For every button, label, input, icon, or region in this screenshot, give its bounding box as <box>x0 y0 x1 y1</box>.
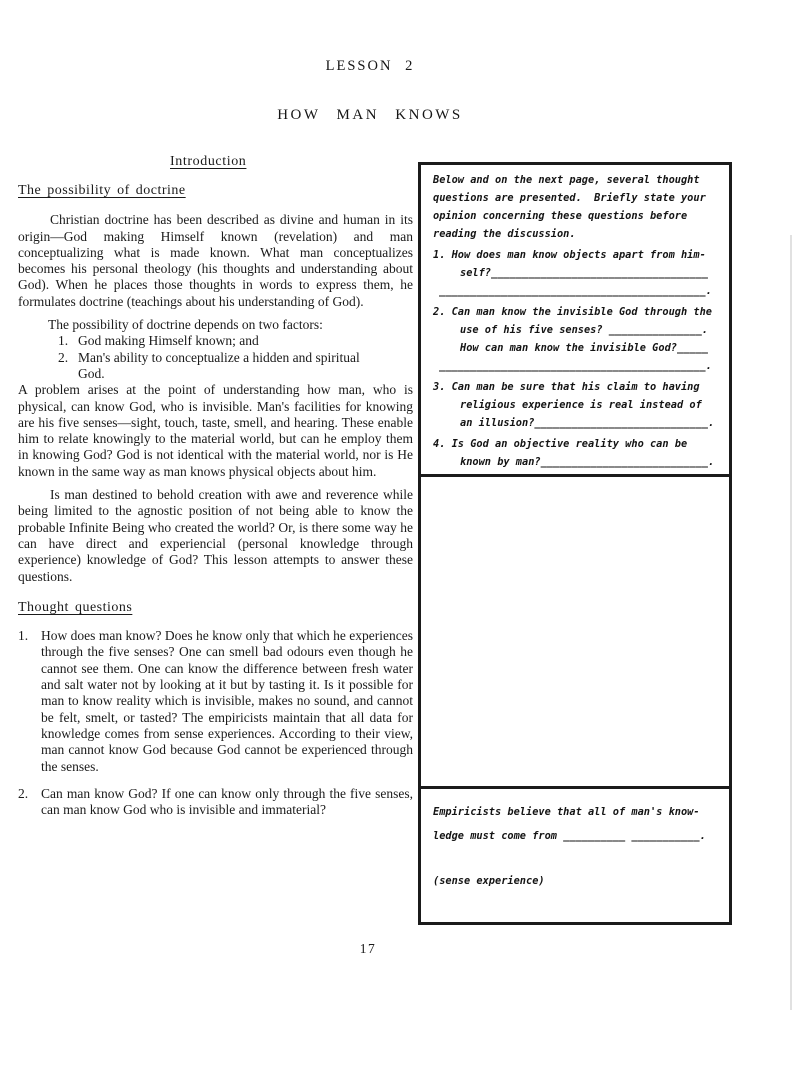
box-instructions: Below and on the next page, several thought questions are presented. Briefly state your opinion concerning these questions before reading the discussion. <box>433 174 706 240</box>
page-number: 17 <box>359 941 377 956</box>
factor-number: 1. <box>58 333 69 349</box>
thought-questions-box <box>418 162 732 477</box>
introduction-heading: Introduction <box>170 154 247 169</box>
right-column <box>418 162 732 925</box>
thought-question-number: 1. <box>18 628 29 644</box>
doctrine-section-heading: The possibility of doctrine <box>18 183 186 198</box>
left-text-column <box>18 183 413 818</box>
factor-number: 2. <box>58 349 69 365</box>
box-question-4: 4. Is God an objective reality who can be known by man?___________________________. <box>433 438 715 468</box>
thought-question-item <box>18 628 413 775</box>
thought-question-text: Can man know God? If one can know only through the five senses, can man know God who is invisible and immaterial? <box>41 785 413 818</box>
factors-list <box>58 333 413 382</box>
factors-intro: The possibility of doctrine depends on two factors: <box>48 317 323 333</box>
lesson-label: LESSON 2 <box>325 58 415 74</box>
paragraph-problem: A problem arises at the point of understanding how man, who is physical, can know God, who is invisible. Man's facilities for knowing are his five senses—sight, touch, taste, smell, and hearing. These enable him to relate knowingly to the material world, but can he employ them in knowing God? God is not identical with the material world, nor is He known in the same way as man knows physical objects about him. <box>18 382 413 479</box>
scan-edge-artifact <box>790 235 792 1010</box>
box-question-3: 3. Can man be sure that his claim to having religious experience is real instead of an illusion?____________________________. <box>433 381 715 429</box>
paragraph-destined: Is man destined to behold creation with awe and reverence while being limited to the agnostic position of not being able to know the probable Infinite Being who created the world? Or, is there some way he can have direct and experiencial (personal knowledge through experience) knowledge of God? This lesson attempts to answer these questions. <box>18 487 413 584</box>
thought-question-text: How does man know? Does he know only that which he experiences through the five senses? One can smell bad odours even though he cannot see them. One can know the difference between fresh water and salt water not by looking at it but by tasting it. Is it possible for man to know reality which is invisible, makes no sound, and cannot be felt, smelt, or tasted? The empiricists maintain that all data for knowledge comes from sense experiences. According to their view, man cannot know God because God cannot be experienced through the senses. <box>41 628 413 774</box>
thought-questions-heading: Thought questions <box>18 599 133 615</box>
thought-question-item <box>18 786 413 819</box>
empiricists-box <box>418 786 732 925</box>
page-title: HOW MAN KNOWS <box>277 107 463 123</box>
answer-hint: (sense experience) <box>433 875 545 887</box>
factor-item <box>58 333 413 349</box>
paragraph-doctrine: Christian doctrine has been described as divine and human in its origin—God making Himself known (revelation) and man conceptualizing what is made known. What man conceptualizes becomes his personal theology (his thoughts and understanding about God). When he places those thoughts in words to express them, he formulates doctrine (teachings about his understanding of God). <box>18 212 413 309</box>
box-question-2: 2. Can man know the invisible God through the use of his five senses? _______________. How can man know the invisible God?_____ ___________________________________________. <box>433 306 712 372</box>
thought-question-number: 2. <box>18 785 29 801</box>
blank-work-area-box <box>418 474 732 789</box>
box-question-1: 1. How does man know objects apart from him- self?___________________________________ ___________________________________________. <box>433 249 712 297</box>
factor-item <box>58 350 413 383</box>
empiricists-line-1: Empiricists believe that all of man's know- <box>433 806 700 818</box>
factor-text: God making Himself known; and <box>78 333 259 349</box>
empiricists-line-2: ledge must come from __________ ___________. <box>433 830 706 842</box>
factor-text: Man's ability to conceptualize a hidden and spiritual God. <box>78 349 360 381</box>
